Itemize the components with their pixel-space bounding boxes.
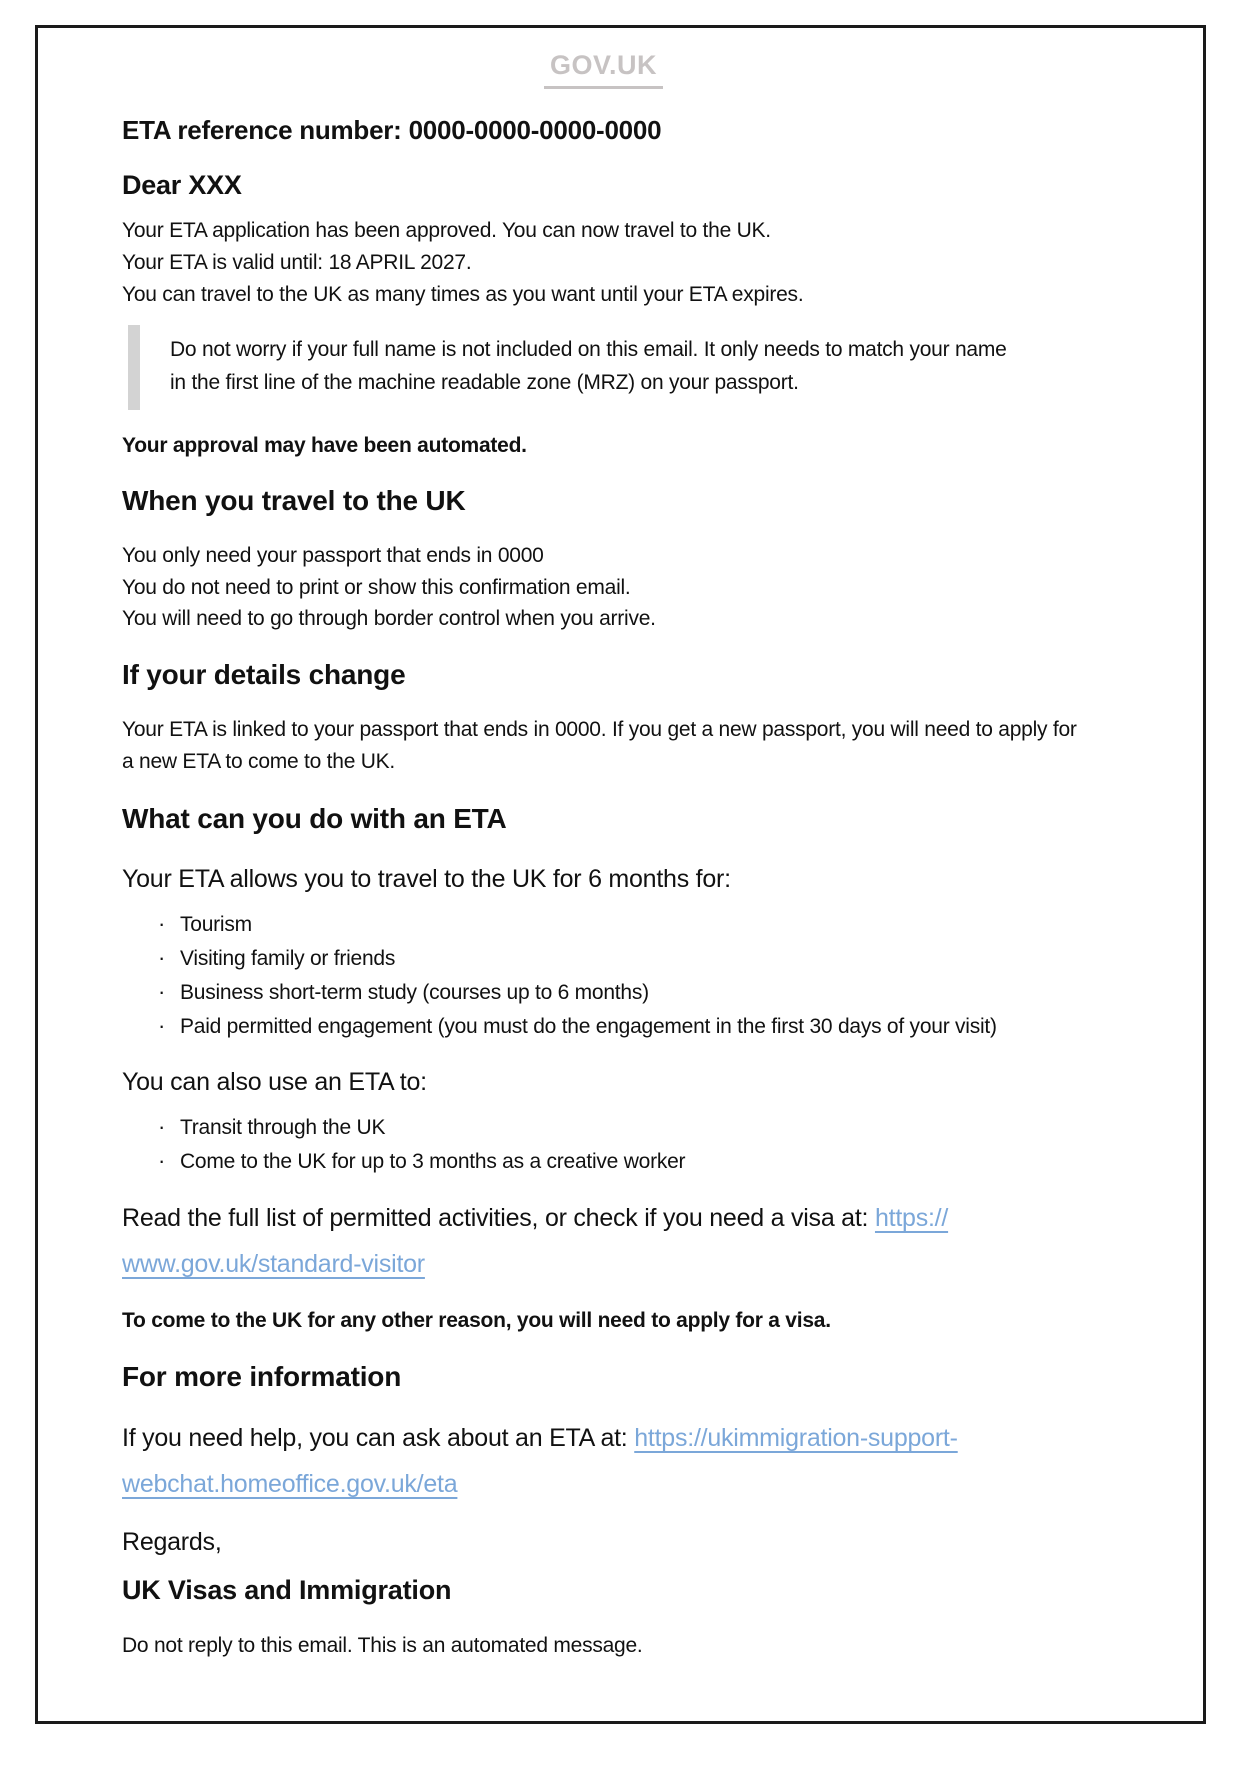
gov-uk-logo[interactable]: GOV.UK	[544, 50, 663, 89]
name-note-quote	[128, 325, 1085, 410]
when-travel-line-print: You do not need to print or show this confirmation email.	[122, 575, 631, 599]
page-border	[35, 25, 1206, 1724]
standard-visitor-link-part1[interactable]: https://	[874, 1203, 949, 1232]
list-item-business: · Business short-term study (courses up to 6 months)	[158, 976, 1085, 1010]
webchat-link-part1[interactable]: https://ukimmigration-support-	[634, 1424, 958, 1453]
standard-visitor-link-part2[interactable]: www.gov.uk/standard-visitor	[122, 1250, 425, 1279]
section-title-when-travel: When you travel to the UK	[122, 485, 466, 517]
allows-intro: Your ETA allows you to travel to the UK for 6 months for:	[122, 864, 731, 893]
list-item-paid-engagement: · Paid permitted engagement (you must do the engagement in the first 30 days of your visit)	[158, 1010, 1085, 1044]
intro-line-approved: Your ETA application has been approved. You can now travel to the UK.	[122, 219, 771, 242]
section-title-details-change: If your details change	[122, 659, 406, 691]
header	[122, 50, 1085, 89]
permitted-activities-text: Read the full list of permitted activities, or check if you need a visa at:	[122, 1203, 875, 1232]
signature: UK Visas and Immigration	[122, 1574, 452, 1605]
details-change-body: Your ETA is linked to your passport that ends in 0000. If you get a new passport, you will need to apply for a new ETA to come to the UK.	[122, 717, 1077, 774]
also-list	[122, 1111, 1085, 1179]
eta-reference-number: ETA reference number: 0000-0000-0000-0000	[122, 115, 662, 145]
regards: Regards,	[122, 1527, 222, 1556]
help-paragraph	[122, 1415, 1085, 1508]
list-item-tourism: · Tourism	[158, 908, 1085, 942]
list-item-visiting: · Visiting family or friends	[158, 942, 1085, 976]
permitted-activities-paragraph	[122, 1195, 1085, 1288]
webchat-link-part2[interactable]: webchat.homeoffice.gov.uk/eta	[122, 1470, 458, 1499]
footer-note: Do not reply to this email. This is an automated message.	[122, 1633, 643, 1657]
help-text: If you need help, you can ask about an ETA at:	[122, 1424, 635, 1453]
salutation: Dear XXX	[122, 170, 242, 200]
intro-line-travel-times: You can travel to the UK as many times as you want until your ETA expires.	[122, 282, 804, 306]
allows-list	[122, 908, 1085, 1044]
when-travel-line-border: You will need to go through border control when you arrive.	[122, 607, 656, 631]
other-reason-note: To come to the UK for any other reason, you will need to apply for a visa.	[122, 1309, 831, 1333]
when-travel-line-passport: You only need your passport that ends in 0000	[122, 543, 544, 567]
section-title-more-info: For more information	[122, 1360, 402, 1392]
section-title-what-can: What can you do with an ETA	[122, 802, 507, 834]
also-intro: You can also use an ETA to:	[122, 1067, 427, 1096]
list-item-transit: · Transit through the UK	[158, 1111, 1085, 1145]
intro-line-valid-until: Your ETA is valid until: 18 APRIL 2027.	[122, 250, 472, 274]
list-item-creative-worker: · Come to the UK for up to 3 months as a creative worker	[158, 1145, 1085, 1179]
name-note-text: Do not worry if your full name is not included on this email. It only needs to match your name in the first line of the machine readable zone (MRZ) on your passport.	[170, 337, 1007, 395]
approval-note: Your approval may have been automated.	[122, 433, 527, 457]
